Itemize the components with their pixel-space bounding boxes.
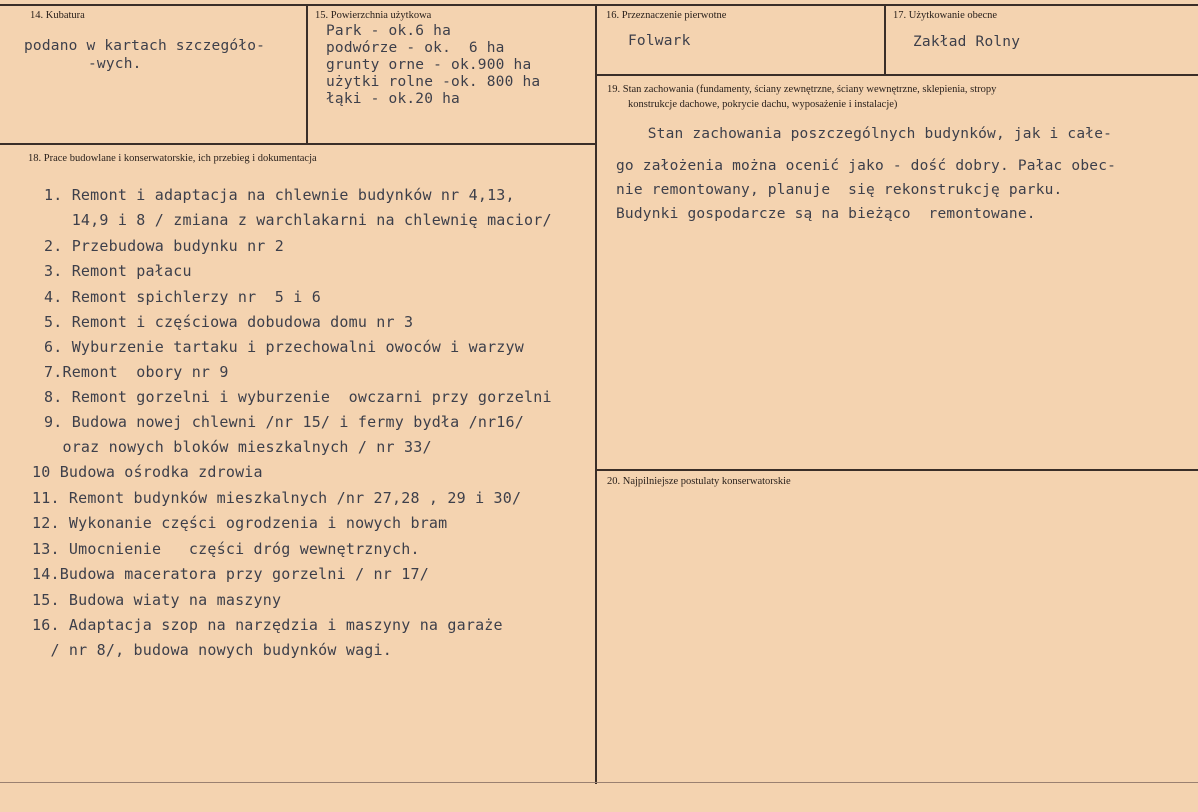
- stan-line-4: Budynki gospodarcze są na bieżąco remontowane.: [616, 206, 1036, 222]
- przeznaczenie-text: Folwark: [628, 33, 691, 49]
- prace-item: 10 Budowa ośrodka zdrowia: [32, 463, 263, 481]
- prace-item: 15. Budowa wiaty na maszyny: [32, 591, 282, 609]
- col-divider-3: [884, 4, 886, 75]
- powierzchnia-line-1: Park - ok.6 ha: [326, 23, 452, 39]
- stan-label-2: konstrukcje dachowe, pokrycie dachu, wyposażenie i instalacje): [628, 99, 898, 110]
- stan-line-3: nie remontowany, planuje się rekonstrukcję parku.: [616, 182, 1063, 198]
- col-divider-main: [595, 4, 597, 784]
- prace-item: 8. Remont gorzelni i wyburzenie owczarni przy gorzelni: [44, 388, 552, 406]
- top-border: [0, 4, 1198, 6]
- powierzchnia-line-5: łąki - ok.20 ha: [326, 91, 460, 107]
- powierzchnia-label: 15. Powierzchnia użytkowa: [315, 10, 432, 21]
- row-divider-right-top: [596, 74, 1198, 76]
- prace-item: oraz nowych bloków mieszkalnych / nr 33/: [44, 438, 432, 456]
- powierzchnia-line-3: grunty orne - ok.900 ha: [326, 57, 532, 73]
- prace-item: / nr 8/, budowa nowych budynków wagi.: [32, 641, 392, 659]
- prace-item: 9. Budowa nowej chlewni /nr 15/ i fermy bydła /nr16/: [44, 413, 524, 431]
- stan-label-1: 19. Stan zachowania (fundamenty, ściany zewnętrzne, ściany wewnętrzne, sklepienia, stropy: [607, 84, 997, 95]
- prace-item: 1. Remont i adaptacja na chlewnie budynków nr 4,13,: [44, 186, 515, 204]
- prace-item: 14.Budowa maceratora przy gorzelni / nr 17/: [32, 565, 429, 583]
- prace-item: 14,9 i 8 / zmiana z warchlakarni na chlewnię macior/: [44, 211, 552, 229]
- prace-item: 7.Remont obory nr 9: [44, 363, 229, 381]
- uzytkowanie-text: Zakład Rolny: [913, 34, 1021, 50]
- kubatura-text-2: -wych.: [88, 56, 142, 72]
- row-divider-left: [0, 143, 596, 145]
- prace-item: 6. Wyburzenie tartaku i przechowalni owoców i warzyw: [44, 338, 524, 356]
- prace-item: 12. Wykonanie części ogrodzenia i nowych bram: [32, 514, 448, 532]
- col-divider-1: [306, 4, 308, 144]
- prace-item: 3. Remont pałacu: [44, 262, 192, 280]
- row-divider-right-mid: [596, 469, 1198, 471]
- postulaty-label: 20. Najpilniejsze postulaty konserwatorskie: [607, 476, 791, 487]
- prace-item: 2. Przebudowa budynku nr 2: [44, 237, 284, 255]
- prace-item: 4. Remont spichlerzy nr 5 i 6: [44, 288, 321, 306]
- kubatura-text-1: podano w kartach szczegóło-: [24, 38, 266, 54]
- uzytkowanie-label: 17. Użytkowanie obecne: [893, 10, 998, 21]
- prace-item: 13. Umocnienie części dróg wewnętrznych.: [32, 540, 420, 558]
- stan-line-1: Stan zachowania poszczególnych budynków, jak i całe-: [612, 126, 1113, 142]
- powierzchnia-line-2: podwórze - ok. 6 ha: [326, 40, 505, 56]
- prace-label: 18. Prace budowlane i konserwatorskie, ich przebieg i dokumentacja: [28, 153, 317, 164]
- bottom-border: [0, 782, 1198, 783]
- kubatura-label: 14. Kubatura: [30, 10, 85, 21]
- prace-item: 16. Adaptacja szop na narzędzia i maszyny na garaże: [32, 616, 503, 634]
- prace-item: 5. Remont i częściowa dobudowa domu nr 3: [44, 313, 414, 331]
- powierzchnia-line-4: użytki rolne -ok. 800 ha: [326, 74, 541, 90]
- przeznaczenie-label: 16. Przeznaczenie pierwotne: [606, 10, 727, 21]
- stan-line-2: go założenia można ocenić jako - dość dobry. Pałac obec-: [616, 158, 1117, 174]
- prace-item: 11. Remont budynków mieszkalnych /nr 27,28 , 29 i 30/: [32, 489, 522, 507]
